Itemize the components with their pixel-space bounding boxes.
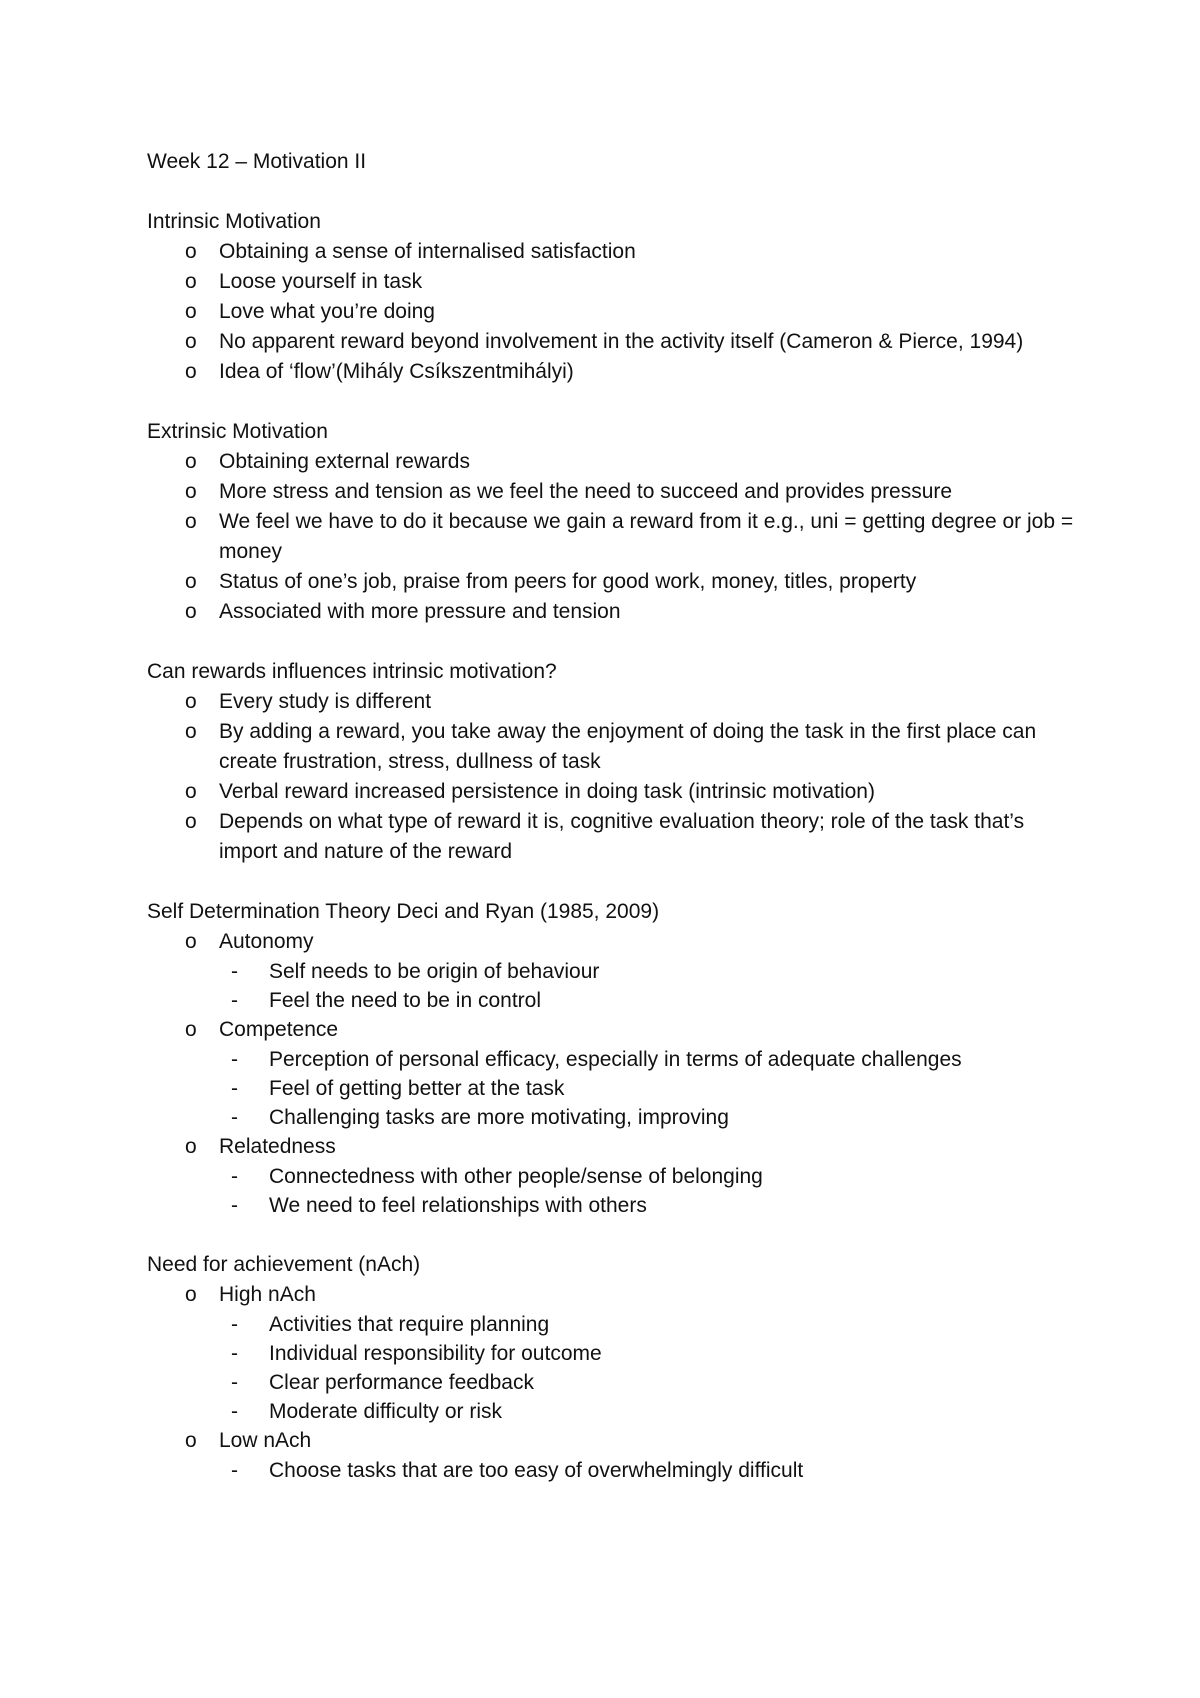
section-heading: Intrinsic Motivation (147, 210, 321, 233)
section-need-for-achievement (147, 1250, 1077, 1485)
list-item (147, 1132, 1077, 1220)
sub-item (219, 1339, 1077, 1368)
dash-marker: - (231, 960, 238, 983)
list-item-text: By adding a reward, you take away the enjoyment of doing the task in the first place can create frustration, stress, dullness of task (219, 720, 1037, 773)
list-item (147, 597, 1077, 627)
section-heading: Need for achievement (nAch) (147, 1253, 421, 1276)
section-heading: Self Determination Theory Deci and Ryan (1985, 2009) (147, 900, 660, 923)
sub-item (219, 1103, 1077, 1132)
list-item (147, 717, 1077, 777)
sub-item (219, 1310, 1077, 1339)
dash-marker: - (231, 1077, 238, 1100)
sub-item-text: Individual responsibility for outcome (269, 1342, 602, 1365)
sub-item (219, 1162, 1077, 1191)
dash-marker: - (231, 1194, 238, 1217)
list-item-text: High nAch (219, 1283, 316, 1306)
bullet-marker: o (185, 810, 197, 833)
bullet-marker: o (185, 1018, 197, 1041)
bullet-list (147, 927, 1077, 1220)
list-item-text: Status of one’s job, praise from peers for good work, money, titles, property (219, 570, 917, 593)
list-item (147, 507, 1077, 567)
list-item (147, 927, 1077, 1015)
list-item-text: Competence (219, 1018, 339, 1041)
bullet-marker: o (185, 1429, 197, 1452)
document-page (147, 147, 1077, 1515)
bullet-list (147, 447, 1077, 627)
page-title: Week 12 – Motivation II (147, 150, 367, 173)
sub-item (219, 1456, 1077, 1485)
dash-marker: - (231, 1459, 238, 1482)
section-heading: Extrinsic Motivation (147, 420, 328, 443)
bullet-list (147, 237, 1077, 387)
bullet-list (147, 1280, 1077, 1485)
sub-list (219, 1045, 1077, 1132)
sub-item-text: Self needs to be origin of behaviour (269, 960, 600, 983)
sub-item-text: Challenging tasks are more motivating, improving (269, 1106, 729, 1129)
sub-list (219, 1162, 1077, 1220)
section-rewards-intrinsic (147, 657, 1077, 867)
list-item (147, 687, 1077, 717)
list-item (147, 1280, 1077, 1426)
dash-marker: - (231, 1342, 238, 1365)
list-item-text: Obtaining external rewards (219, 450, 470, 473)
dash-marker: - (231, 1371, 238, 1394)
bullet-marker: o (185, 450, 197, 473)
sub-item (219, 957, 1077, 986)
bullet-marker: o (185, 600, 197, 623)
section-extrinsic-motivation (147, 417, 1077, 627)
list-item-text: More stress and tension as we feel the need to succeed and provides pressure (219, 480, 953, 503)
bullet-marker: o (185, 930, 197, 953)
bullet-marker: o (185, 690, 197, 713)
dash-marker: - (231, 1313, 238, 1336)
dash-marker: - (231, 1165, 238, 1188)
sub-item-text: We need to feel relationships with others (269, 1194, 647, 1217)
list-item-text: No apparent reward beyond involvement in the activity itself (Cameron & Pierce, 1994) (219, 330, 1024, 353)
list-item (147, 807, 1077, 867)
bullet-list (147, 687, 1077, 867)
list-item-text: Autonomy (219, 930, 314, 953)
sub-item-text: Connectedness with other people/sense of belonging (269, 1165, 763, 1188)
section-self-determination (147, 897, 1077, 1220)
bullet-marker: o (185, 780, 197, 803)
list-item (147, 1426, 1077, 1485)
bullet-marker: o (185, 1283, 197, 1306)
list-item-text: We feel we have to do it because we gain a reward from it e.g., uni = getting degree or job = money (219, 510, 1074, 563)
list-item-text: Verbal reward increased persistence in doing task (intrinsic motivation) (219, 780, 875, 803)
dash-marker: - (231, 1400, 238, 1423)
section-heading: Can rewards influences intrinsic motivation? (147, 660, 557, 683)
bullet-marker: o (185, 330, 197, 353)
list-item (147, 447, 1077, 477)
sub-item (219, 986, 1077, 1015)
bullet-marker: o (185, 240, 197, 263)
list-item (147, 1015, 1077, 1132)
bullet-marker: o (185, 510, 197, 533)
list-item-text: Idea of ‘flow’(Mihály Csíkszentmihályi) (219, 360, 574, 383)
list-item (147, 357, 1077, 387)
sub-item-text: Choose tasks that are too easy of overwhelmingly difficult (269, 1459, 804, 1482)
sub-item-text: Clear performance feedback (269, 1371, 534, 1394)
list-item (147, 567, 1077, 597)
sub-list (219, 1310, 1077, 1426)
sub-list (219, 1456, 1077, 1485)
sub-list (219, 957, 1077, 1015)
sub-item (219, 1191, 1077, 1220)
sub-item-text: Moderate difficulty or risk (269, 1400, 503, 1423)
list-item-text: Obtaining a sense of internalised satisfaction (219, 240, 636, 263)
sub-item (219, 1397, 1077, 1426)
list-item-text: Loose yourself in task (219, 270, 423, 293)
bullet-marker: o (185, 1135, 197, 1158)
sub-item (219, 1045, 1077, 1074)
bullet-marker: o (185, 360, 197, 383)
list-item-text: Depends on what type of reward it is, cognitive evaluation theory; role of the task that’s import and nature of the reward (219, 810, 1025, 863)
list-item-text: Relatedness (219, 1135, 336, 1158)
list-item (147, 237, 1077, 267)
list-item-text: Every study is different (219, 690, 432, 713)
list-item (147, 327, 1077, 357)
sub-item-text: Perception of personal efficacy, especially in terms of adequate challenges (269, 1048, 962, 1071)
bullet-marker: o (185, 570, 197, 593)
sub-item-text: Feel the need to be in control (269, 989, 542, 1012)
section-intrinsic-motivation (147, 207, 1077, 387)
dash-marker: - (231, 989, 238, 1012)
list-item (147, 297, 1077, 327)
sub-item (219, 1074, 1077, 1103)
bullet-marker: o (185, 300, 197, 323)
dash-marker: - (231, 1106, 238, 1129)
list-item-text: Low nAch (219, 1429, 312, 1452)
sub-item-text: Feel of getting better at the task (269, 1077, 565, 1100)
dash-marker: - (231, 1048, 238, 1071)
bullet-marker: o (185, 270, 197, 293)
sub-item-text: Activities that require planning (269, 1313, 550, 1336)
list-item (147, 267, 1077, 297)
bullet-marker: o (185, 480, 197, 503)
list-item-text: Associated with more pressure and tension (219, 600, 621, 623)
list-item (147, 477, 1077, 507)
list-item (147, 777, 1077, 807)
sub-item (219, 1368, 1077, 1397)
bullet-marker: o (185, 720, 197, 743)
list-item-text: Love what you’re doing (219, 300, 435, 323)
